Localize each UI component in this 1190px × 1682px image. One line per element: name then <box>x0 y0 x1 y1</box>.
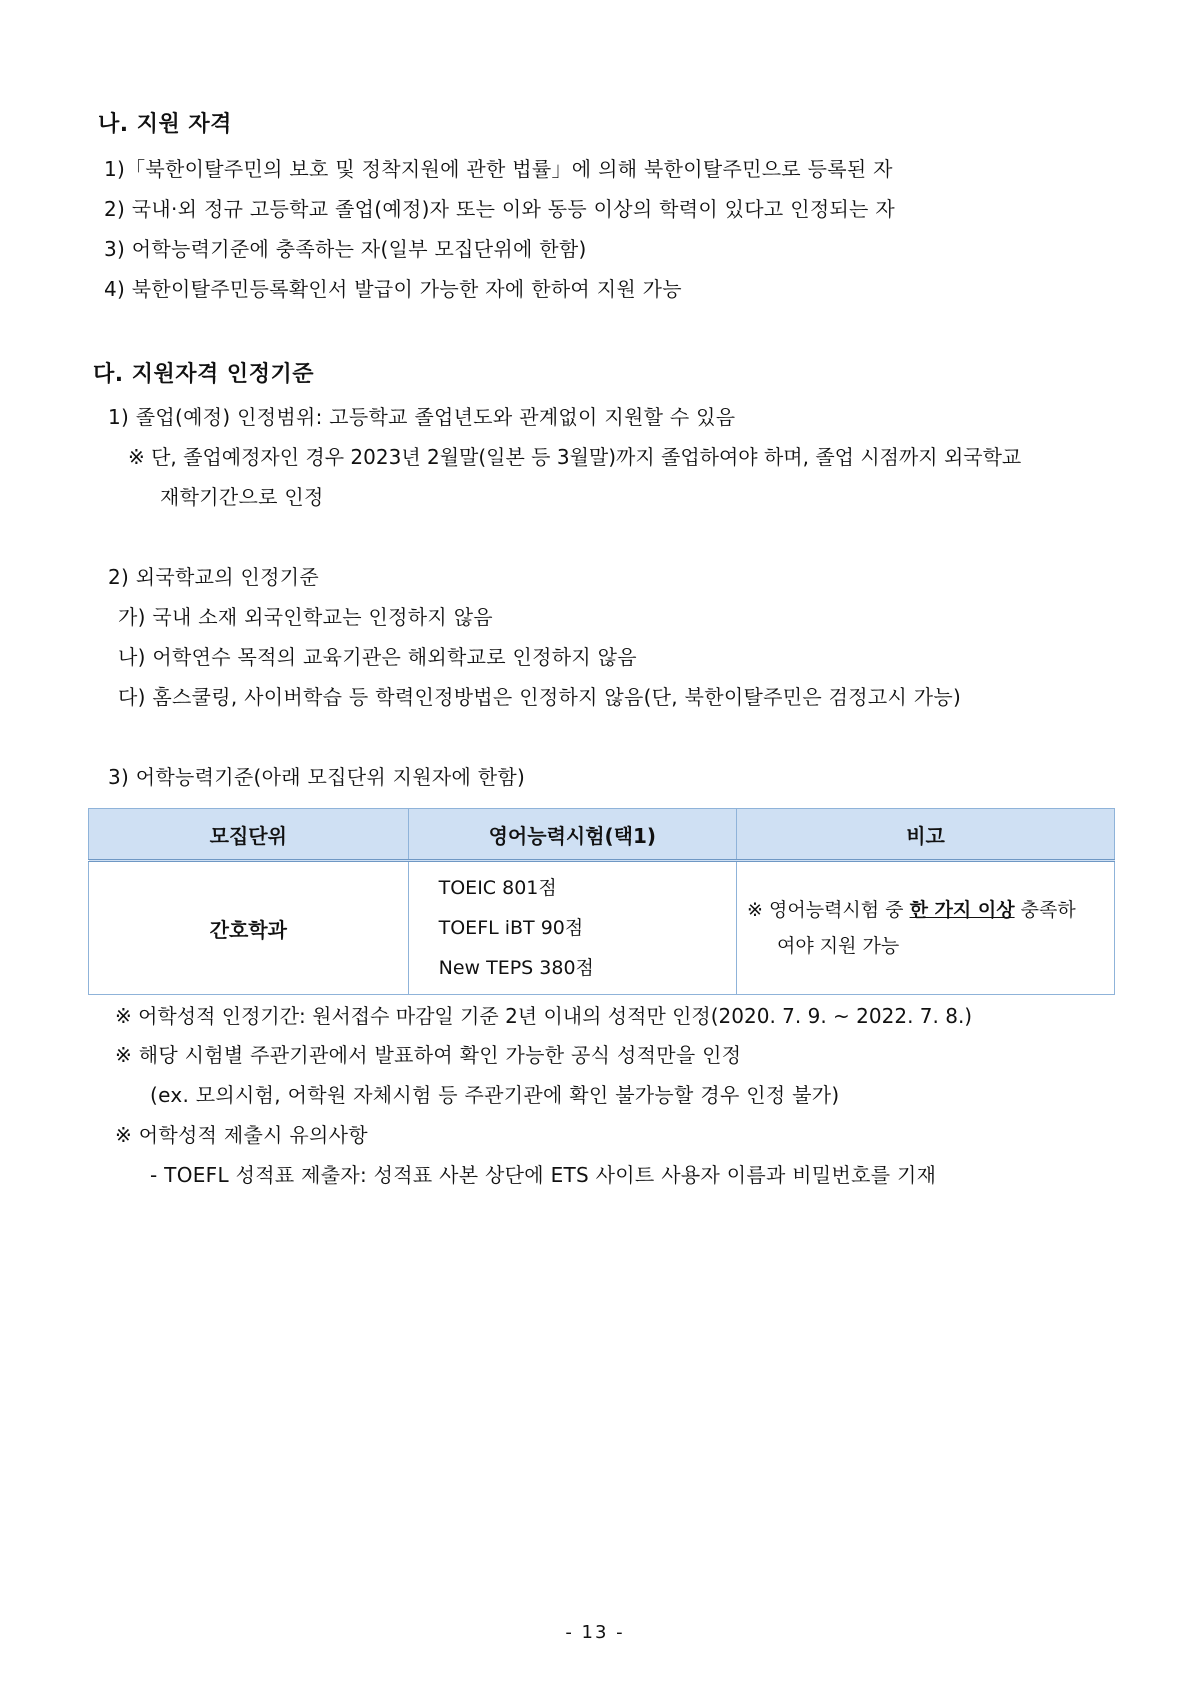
header-remarks: 비고 <box>737 809 1115 861</box>
note-suffix: 충족하 <box>1014 899 1076 921</box>
eligibility-item-2: 2) 국내·외 정규 고등학교 졸업(예정)자 또는 이와 동등 이상의 학력이 있다고 인정되는 자 <box>104 197 895 221</box>
eligibility-item-1: 1)「북한이탈주민의 보호 및 정착지원에 관한 법률」에 의해 북한이탈주민으로 등록된 자 <box>104 157 893 181</box>
eligibility-item-4: 4) 북한이탈주민등록확인서 발급이 가능한 자에 한하여 지원 가능 <box>104 277 682 301</box>
note-submission-caution: ※ 어학성적 제출시 유의사항 <box>115 1123 368 1147</box>
note-prefix: ※ 영어능력시험 중 <box>747 899 910 921</box>
criteria-item-2-sub-da: 다) 홈스쿨링, 사이버학습 등 학력인정방법은 인정하지 않음(단, 북한이탈주민은 검정고시 가능) <box>118 685 962 709</box>
test-toeic: TOEIC 801점 <box>438 877 557 899</box>
test-teps: New TEPS 380점 <box>438 957 594 979</box>
criteria-item-2: 2) 외국학교의 인정기준 <box>108 565 320 589</box>
table-row <box>89 861 1115 995</box>
page-number: - 13 - <box>565 1622 625 1643</box>
note-emphasis: 한 가지 이상 <box>909 899 1015 921</box>
header-unit: 모집단위 <box>89 809 409 861</box>
criteria-item-1: 1) 졸업(예정) 인정범위: 고등학교 졸업년도와 관계없이 지원할 수 있음 <box>108 405 736 429</box>
criteria-item-3: 3) 어학능력기준(아래 모집단위 지원자에 한함) <box>108 765 526 789</box>
criteria-item-2-sub-na: 나) 어학연수 목적의 교육기관은 해외학교로 인정하지 않음 <box>118 645 637 669</box>
criteria-item-1-note-cont: 재학기간으로 인정 <box>160 485 324 509</box>
table-header-row <box>89 809 1115 861</box>
note-validity-period: ※ 어학성적 인정기간: 원서접수 마감일 기준 2년 이내의 성적만 인정(2020. 7. 9. ~ 2022. 7. 8.) <box>115 1004 973 1028</box>
cell-tests <box>408 861 736 995</box>
note-official-scores: ※ 해당 시험별 주관기관에서 발표하여 확인 가능한 공식 성적만을 인정 <box>115 1043 742 1067</box>
test-toefl: TOEFL iBT 90점 <box>438 917 584 939</box>
eligibility-item-3: 3) 어학능력기준에 충족하는 자(일부 모집단위에 한함) <box>104 237 587 261</box>
cell-remarks <box>737 861 1115 995</box>
criteria-item-2-sub-ga: 가) 국내 소재 외국인학교는 인정하지 않음 <box>118 605 493 629</box>
note-toefl-submission: - TOEFL 성적표 제출자: 성적표 사본 상단에 ETS 사이트 사용자 이름과 비밀번호를 기재 <box>150 1163 937 1187</box>
cell-unit: 간호학과 <box>89 861 409 995</box>
section-heading-criteria: 다. 지원자격 인정기준 <box>93 362 314 387</box>
note-line2: 여야 지원 가능 <box>777 935 900 957</box>
section-heading-eligibility: 나. 지원 자격 <box>98 112 232 137</box>
header-test: 영어능력시험(택1) <box>408 809 736 861</box>
criteria-item-1-note: ※ 단, 졸업예정자인 경우 2023년 2월말(일본 등 3월말)까지 졸업하여야 하며, 졸업 시점까지 외국학교 <box>128 445 1022 469</box>
language-requirement-table <box>88 808 1115 995</box>
note-official-scores-example: (ex. 모의시험, 어학원 자체시험 등 주관기관에 확인 불가능할 경우 인정 불가) <box>150 1083 840 1107</box>
